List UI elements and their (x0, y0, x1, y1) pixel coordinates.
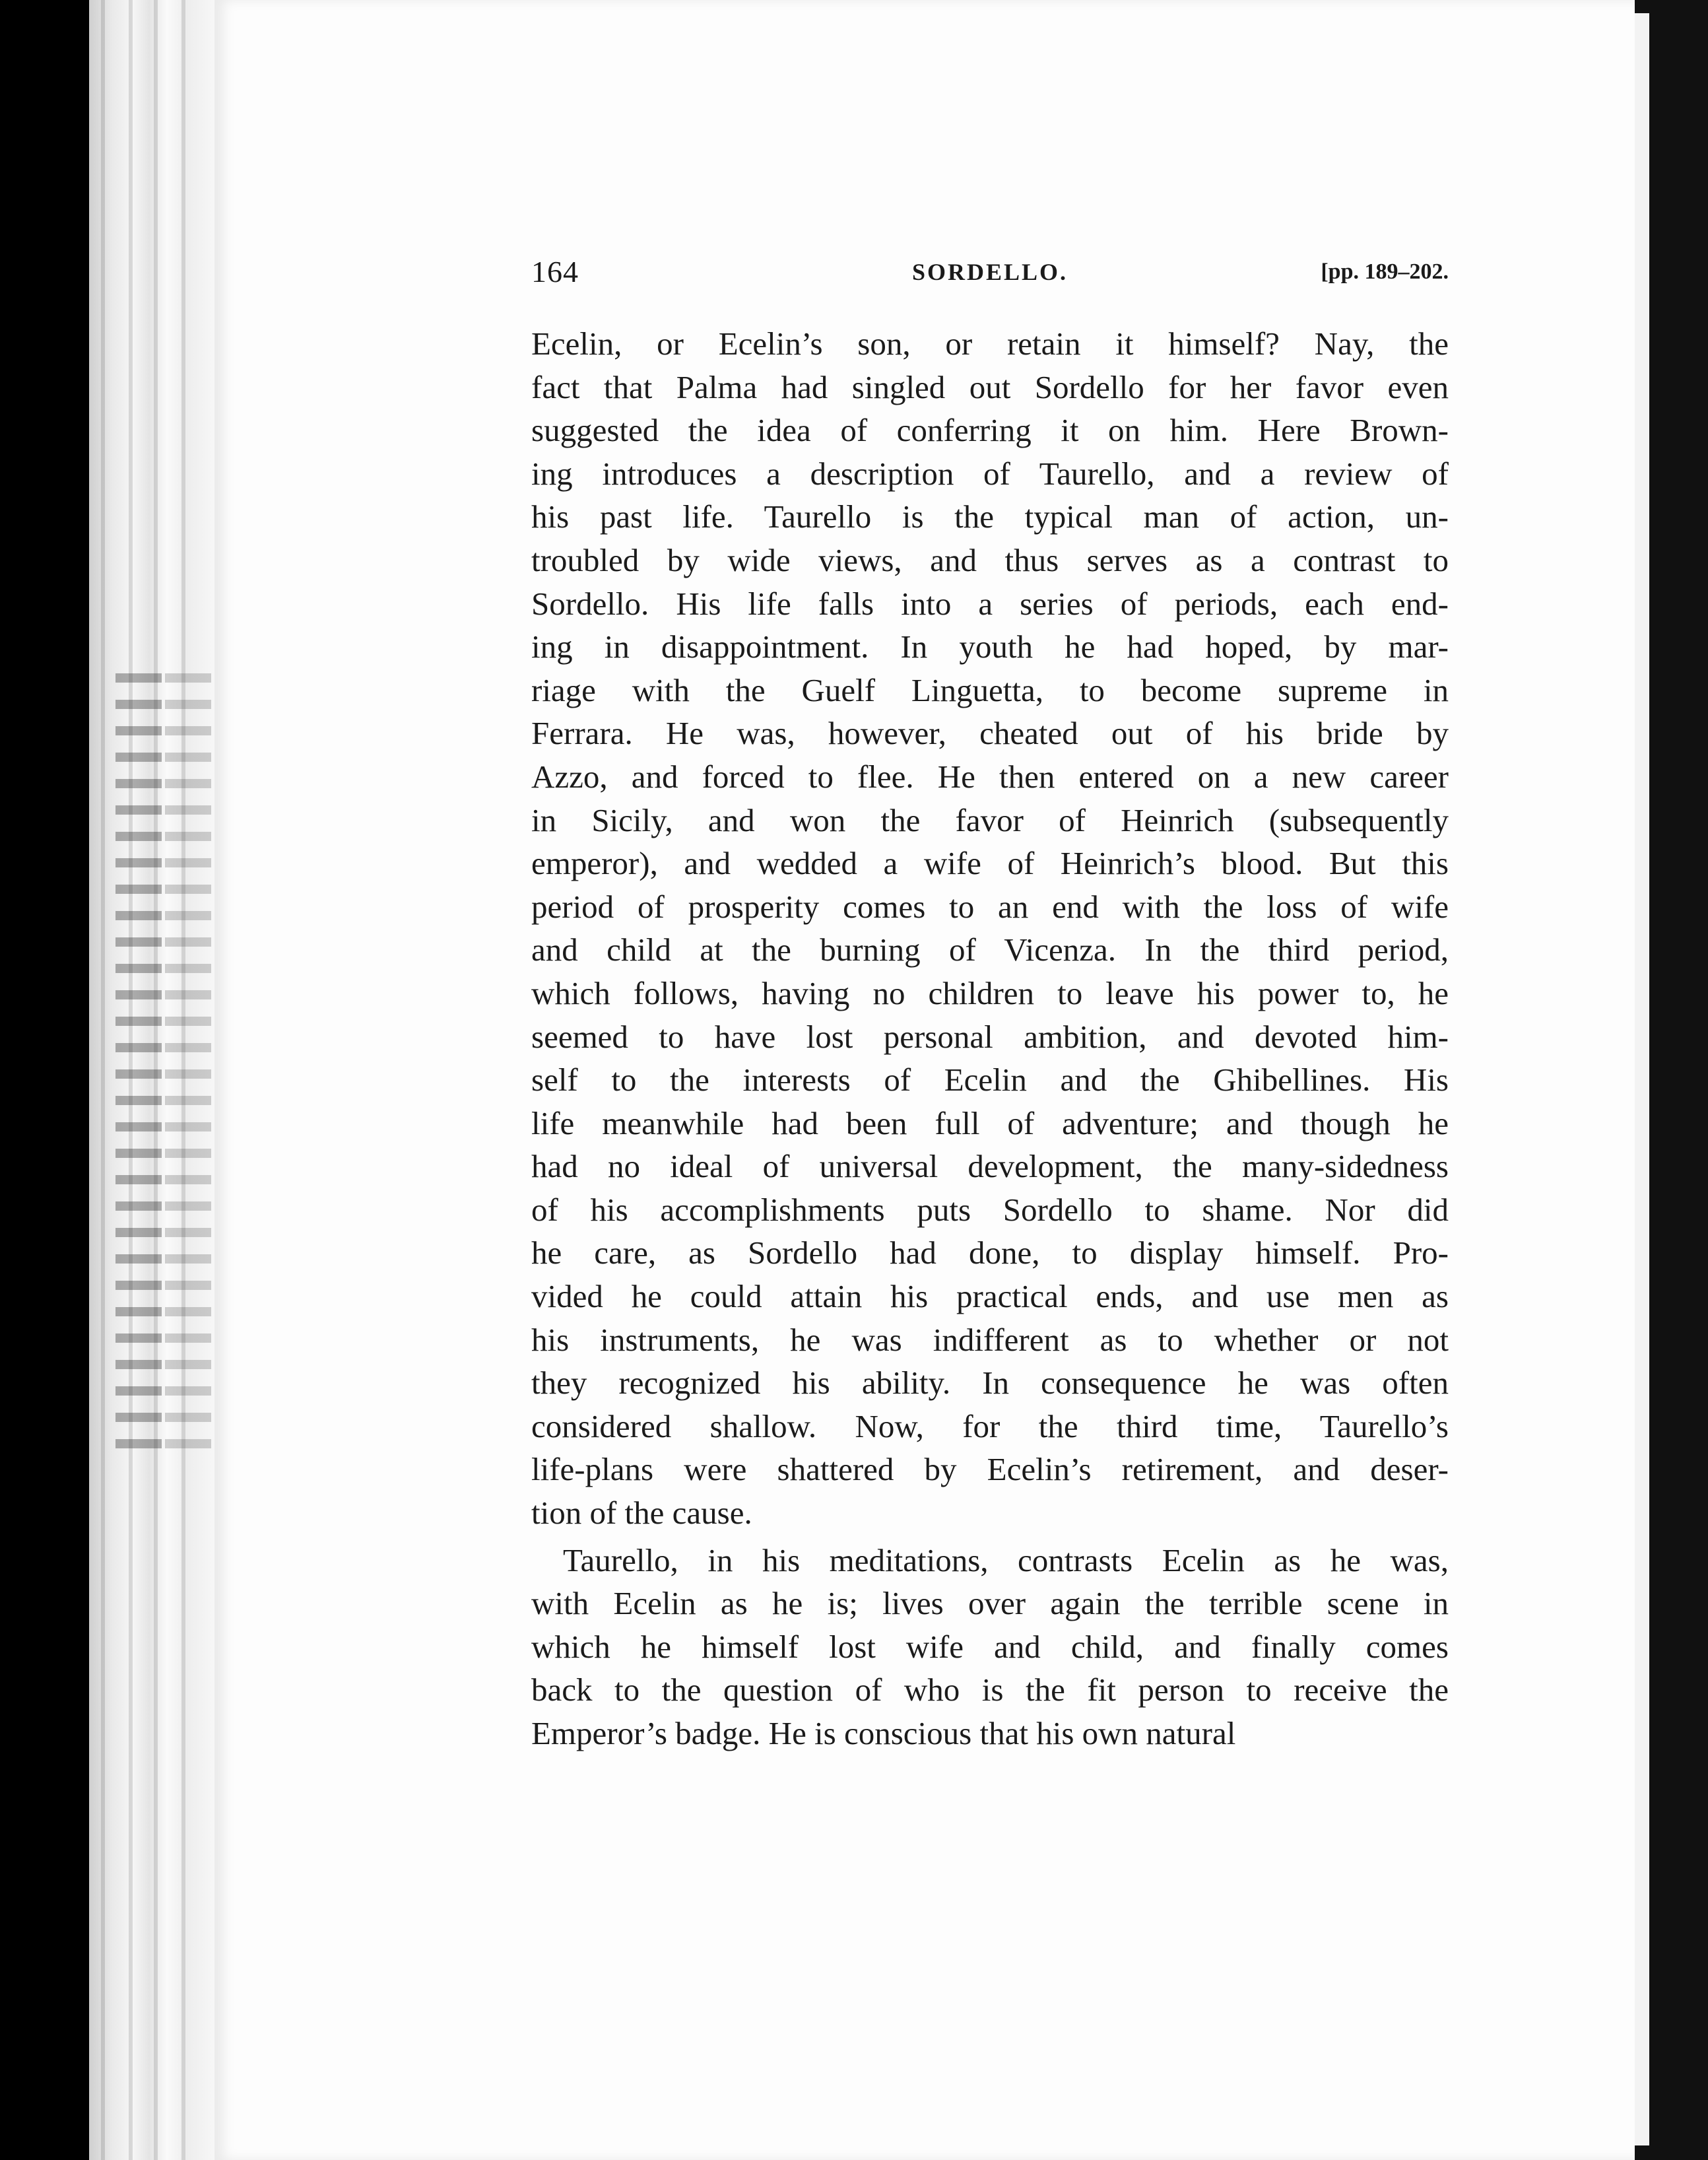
text-line: considered shallow. Now, for the third time, Taurello’s (531, 1407, 1449, 1444)
text-line: ing in disappointment. In youth he had hoped, by mar- (531, 628, 1449, 665)
text-line: back to the question of who is the fit person to receive the (531, 1671, 1449, 1708)
text-line: Emperor’s badge. He is conscious that his own natural (531, 1715, 1236, 1751)
text-line: Sordello. His life falls into a series of periods, each end- (531, 585, 1449, 622)
text-line: which follows, having no children to leave his power to, he (531, 974, 1449, 1011)
text-line: self to the interests of Ecelin and the Ghibellines. His (531, 1062, 1449, 1098)
text-line: life meanwhile had been full of adventure; and though he (531, 1104, 1449, 1141)
text-line: suggested the idea of conferring it on him. Here Brown- (531, 412, 1449, 449)
page-number: 164 (531, 255, 579, 288)
text-line: which he himself lost wife and child, and finally comes (531, 1628, 1449, 1665)
page-edges-stack (89, 0, 214, 2160)
page-range: [pp. 189–202. (1321, 259, 1449, 284)
text-line: emperor), and wedded a wife of Heinrich’s blood. But this (531, 845, 1449, 882)
text-line: Ferrara. He was, however, cheated out of his bride by (531, 715, 1449, 752)
text-line: his instruments, he was indifferent as to whether or not (531, 1321, 1449, 1358)
text-line: troubled by wide views, and thus serves as a contrast to (531, 541, 1449, 578)
text-line: in Sicily, and won the favor of Heinrich (subsequently (531, 801, 1449, 838)
text-line: with Ecelin as he is; lives over again the terrible scene in (531, 1585, 1449, 1622)
text-line: they recognized his ability. In consequence he was often (531, 1365, 1449, 1401)
text-line: of his accomplishments puts Sordello to shame. Nor did (531, 1191, 1449, 1228)
text-line: riage with the Guelf Linguetta, to become supreme in (531, 671, 1449, 708)
text-line: tion of the cause. (531, 1495, 752, 1532)
text-line: had no ideal of universal development, the many-sidedness (531, 1148, 1449, 1185)
text-line: his past life. Taurello is the typical man of action, un- (531, 498, 1449, 535)
text-line: he care, as Sordello had done, to display himself. Pro- (531, 1234, 1449, 1271)
text-line: seemed to have lost personal ambition, and devoted him- (531, 1018, 1449, 1055)
text-line: Azzo, and forced to flee. He then entered on a new career (531, 758, 1449, 795)
text-line: life-plans were shattered by Ecelin’s retirement, and deser- (531, 1451, 1449, 1488)
text-line: ing introduces a description of Taurello, and a review of (531, 455, 1449, 492)
page-header (531, 254, 1449, 294)
right-page-edge (1635, 0, 1708, 2160)
text-line: fact that Palma had singled out Sordello for her favor even (531, 368, 1449, 405)
text-line: and child at the burning of Vicenza. In the third period, (531, 931, 1449, 968)
text-line: Ecelin, or Ecelin’s son, or retain it himself? Nay, the (531, 325, 1449, 362)
body-text (531, 322, 1449, 1755)
text-line: period of prosperity comes to an end with the loss of wife (531, 888, 1449, 925)
text-line: vided he could attain his practical ends, and use men as (531, 1278, 1449, 1315)
text-line: Taurello, in his meditations, contrasts Ecelin as he was, (563, 1541, 1449, 1578)
running-title: SORDELLO. (911, 259, 1068, 285)
